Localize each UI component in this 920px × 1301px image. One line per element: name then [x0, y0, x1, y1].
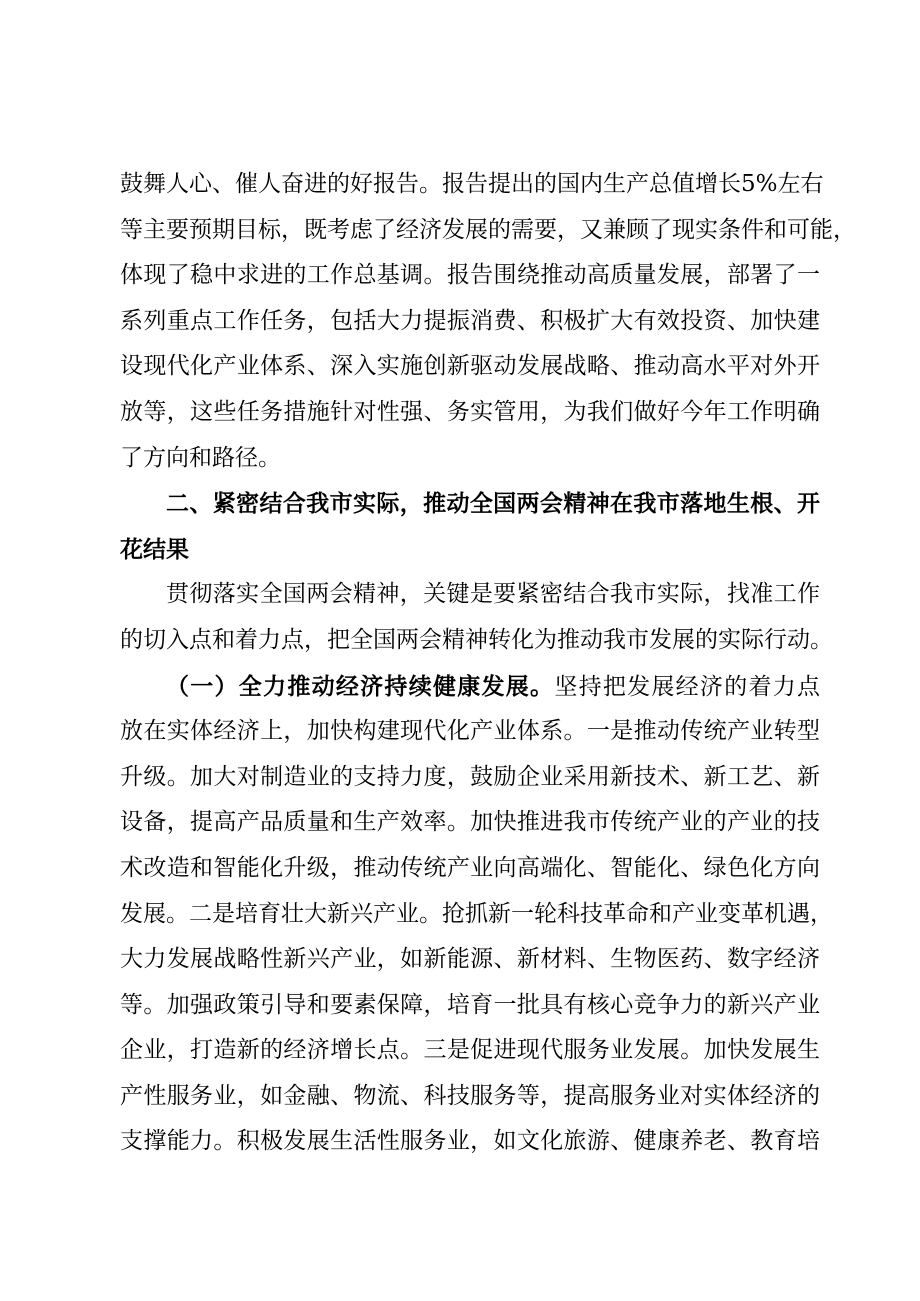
body-line: 贯彻落实全国两会精神，关键是要紧密结合我市实际，找准工作	[166, 581, 820, 608]
subsection-heading: （一）全力推动经济持续健康发展。	[166, 672, 555, 700]
body-line: 等。加强政策引导和要素保障，培育一批具有核心竞争力的新兴产业	[120, 991, 820, 1018]
body-line: 企业，打造新的经济增长点。三是促进现代服务业发展。加快发展生	[120, 1037, 820, 1064]
body-line: 了方向和路径。	[120, 444, 281, 471]
body-line: 支撑能力。积极发展生活性服务业，如文化旅游、健康养老、教育培	[120, 1128, 820, 1155]
body-line: 体现了稳中求进的工作总基调。报告围绕推动高质量发展，部署了一	[120, 262, 820, 289]
body-line: 鼓舞人心、催人奋进的好报告。报告提出的国内生产总值增长5%左右	[120, 171, 824, 197]
body-line: 放等，这些任务措施针对性强、务实管用，为我们做好今年工作明确	[120, 398, 820, 425]
body-line: 升级。加大对制造业的支持力度，鼓励企业采用新技术、新工艺、新	[120, 763, 820, 790]
body-line: 等主要预期目标，既考虑了经济发展的需要，又兼顾了现实条件和可能，	[120, 216, 856, 243]
body-text: 坚持把发展经济的着力点	[554, 673, 821, 700]
body-line: 术改造和智能化升级，推动传统产业向高端化、智能化、绿色化方向	[120, 854, 820, 881]
body-line: 系列重点工作任务，包括大力提振消费、积极扩大有效投资、加快建	[120, 307, 820, 334]
body-line: 放在实体经济上，加快构建现代化产业体系。一是推动传统产业转型	[120, 718, 820, 745]
body-line-with-subhead	[120, 664, 820, 710]
section-heading-line: 花结果	[120, 535, 189, 563]
body-line: 发展。二是培育壮大新兴产业。抢抓新一轮科技革命和产业变革机遇，	[120, 900, 833, 927]
body-line: 的切入点和着力点，把全国两会精神转化为推动我市发展的实际行动。	[120, 626, 833, 653]
body-line: 大力发展战略性新兴产业，如新能源、新材料、生物医药、数字经济	[120, 946, 820, 973]
body-line: 设现代化产业体系、深入实施创新驱动发展战略、推动高水平对外开	[120, 353, 820, 380]
body-line: 产性服务业，如金融、物流、科技服务等，提高服务业对实体经济的	[120, 1082, 820, 1109]
document-page	[120, 162, 856, 1165]
body-line: 设备，提高产品质量和生产效率。加快推进我市传统产业的产业的技	[120, 809, 820, 836]
section-heading-line: 二、紧密结合我市实际，推动全国两会精神在我市落地生根、开	[166, 490, 820, 518]
